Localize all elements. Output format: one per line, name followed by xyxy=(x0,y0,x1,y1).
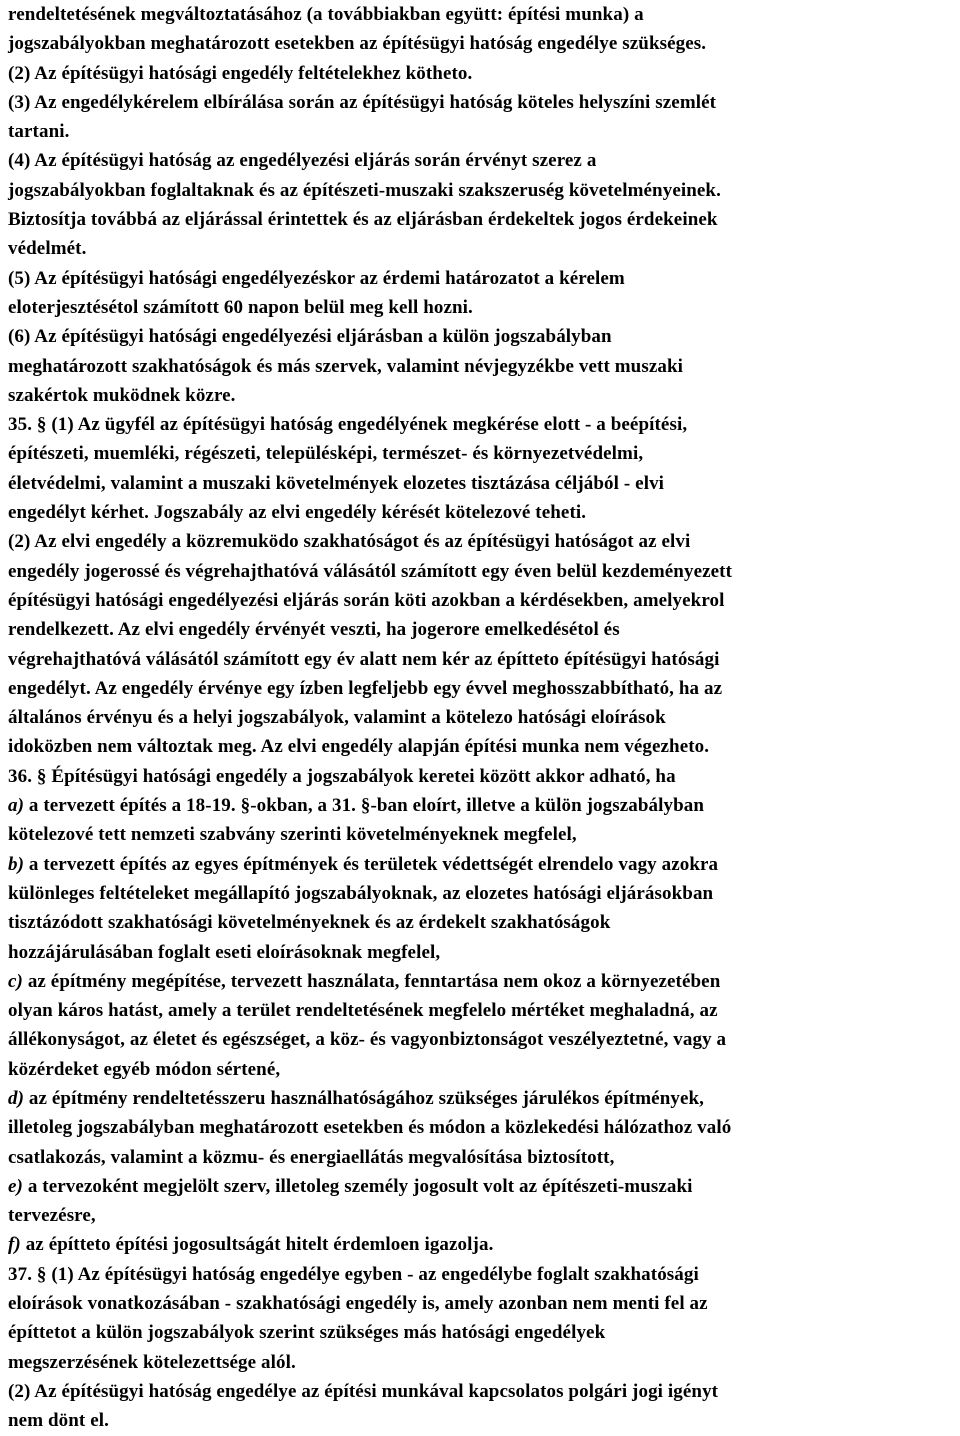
text-line: jogszabályokban meghatározott esetekben az építésügyi hatóság engedélye szükséges. xyxy=(8,33,707,55)
text-line: c) az építmény megépítése, tervezett használata, fenntartása nem okoz a környezetében xyxy=(8,970,721,992)
text-line: életvédelmi, valamint a muszaki követelmények elozetes tisztázása céljából - elvi xyxy=(8,472,665,494)
text-line: e) a tervezoként megjelölt szerv, illetoleg személy jogosult volt az építészeti-muszaki xyxy=(8,1175,693,1197)
text-line: b) a tervezett építés az egyes építmények és területek védettségét elrendelo vagy azokra xyxy=(8,853,719,875)
text-line: (6) Az építésügyi hatósági engedélyezési eljárásban a külön jogszabályban xyxy=(8,326,612,348)
text-line: (2) Az építésügyi hatósági engedély feltételekhez kötheto. xyxy=(8,62,473,84)
text-line: engedélyt. Az engedély érvénye egy ízben legfeljebb egy évvel meghosszabbítható, ha az xyxy=(8,677,723,699)
text-line: a) a tervezett építés a 18-19. §-okban, a 31. §-ban eloírt, illetve a külön jogszabályban xyxy=(8,795,705,817)
text-line: általános érvényu és a helyi jogszabályok, valamint a kötelezo hatósági eloírások xyxy=(8,707,666,729)
text-line: illetoleg jogszabályban meghatározott esetekben és módon a közlekedési hálózathoz való xyxy=(8,1117,732,1139)
text-line: f) az építteto építési jogosultságát hitelt érdemloen igazolja. xyxy=(8,1234,494,1256)
text-line: építtetot a külön jogszabályok szerint szükséges más hatósági engedélyek xyxy=(8,1322,606,1344)
text-line: közérdeket egyéb módon sértené, xyxy=(8,1058,281,1080)
text-line: d) az építmény rendeltetésszeru használhatóságához szükséges járulékos építmények, xyxy=(8,1087,705,1109)
text-line: idoközben nem változtak meg. Az elvi engedély alapján építési munka nem végezheto. xyxy=(8,736,710,758)
text-line: építésügyi hatósági engedélyezési eljárás során köti azokban a kérdésekben, amelyekrol xyxy=(8,589,725,611)
text-line: tartani. xyxy=(8,121,70,143)
text-line: olyan káros hatást, amely a terület rendeltetésének megfelelo mértéket meghaladná, az xyxy=(8,1000,718,1022)
text-line: 35. § (1) Az ügyfél az építésügyi hatóság engedélyének megkérése elott - a beépítési, xyxy=(8,414,688,436)
text-line: jogszabályokban foglaltaknak és az építészeti-muszaki szakszeruség követelményeinek. xyxy=(8,179,721,201)
text-line: építészeti, muemléki, régészeti, településképi, természet- és környezetvédelmi, xyxy=(8,443,644,465)
text-line: (2) Az építésügyi hatóság engedélye az építési munkával kapcsolatos polgári jogi igényt xyxy=(8,1380,719,1402)
text-line: eloterjesztésétol számított 60 napon belül meg kell hozni. xyxy=(8,296,473,318)
text-line: tervezésre, xyxy=(8,1205,96,1227)
text-line: 36. § Építésügyi hatósági engedély a jogszabályok keretei között akkor adható, ha xyxy=(8,765,676,787)
text-line: 37. § (1) Az építésügyi hatóság engedélye egyben - az engedélybe foglalt szakhatósági xyxy=(8,1263,699,1285)
text-line: (3) Az engedélykérelem elbírálása során az építésügyi hatóság köteles helyszíni szemlét xyxy=(8,91,717,113)
text-line: állékonyságot, az életet és egészséget, a köz- és vagyonbiztonságot veszélyeztetné, vagy a xyxy=(8,1029,727,1051)
text-line: szakértok muködnek közre. xyxy=(8,384,236,406)
text-line: rendelkezett. Az elvi engedély érvényét veszti, ha jogerore emelkedésétol és xyxy=(8,619,620,641)
text-line: meghatározott szakhatóságok és más szervek, valamint névjegyzékbe vett muszaki xyxy=(8,355,683,377)
text-line: rendeltetésének megváltoztatásához (a továbbiakban együtt: építési munka) a xyxy=(8,4,644,25)
text-line: hozzájárulásában foglalt eseti eloírásoknak megfelel, xyxy=(8,941,441,963)
text-line: engedély jogerossé és végrehajthatóvá válásától számított egy éven belül kezdeményezett xyxy=(8,560,733,582)
text-line: (2) Az elvi engedély a közremuködo szakhatóságot és az építésügyi hatóságot az elvi xyxy=(8,531,691,553)
text-line: engedélyt kérhet. Jogszabály az elvi engedély kérését kötelezové teheti. xyxy=(8,502,587,524)
text-line: tisztázódott szakhatósági követelményeknek és az érdekelt szakhatóságok xyxy=(8,912,611,934)
text-line: Biztosítja továbbá az eljárással érintettek és az eljárásban érdekeltek jogos érdekeinek xyxy=(8,209,718,231)
text-line: (4) Az építésügyi hatóság az engedélyezési eljárás során érvényt szerez a xyxy=(8,150,597,172)
text-line: kötelezové tett nemzeti szabvány szerinti követelményeknek megfelel, xyxy=(8,824,577,846)
text-line: (5) Az építésügyi hatósági engedélyezéskor az érdemi határozatot a kérelem xyxy=(8,267,625,289)
text-line: csatlakozás, valamint a közmu- és energiaellátás megvalósítása biztosított, xyxy=(8,1146,615,1168)
text-line: megszerzésének kötelezettsége alól. xyxy=(8,1351,296,1373)
text-line: eloírások vonatkozásában - szakhatósági engedély is, amely azonban nem menti fel az xyxy=(8,1293,708,1315)
text-line: különleges feltételeket megállapító jogszabályoknak, az elozetes hatósági eljárásokban xyxy=(8,882,714,904)
text-line: védelmét. xyxy=(8,238,87,260)
text-line: végrehajthatóvá válásától számított egy év alatt nem kér az építteto építésügyi hatósági xyxy=(8,648,720,670)
text-line: nem dönt el. xyxy=(8,1410,109,1432)
